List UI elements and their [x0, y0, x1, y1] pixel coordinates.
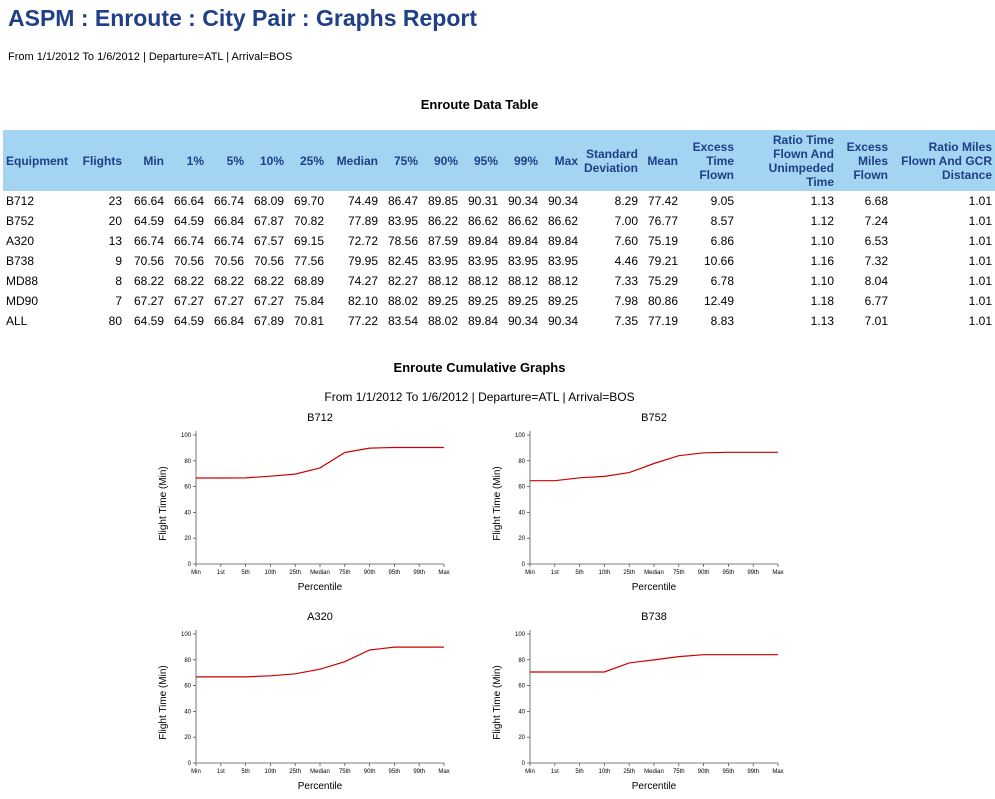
y-tick-label: 40 [518, 510, 525, 517]
x-tick-label: 95th [388, 769, 401, 775]
series-line [530, 452, 778, 480]
x-tick-label: 25th [623, 769, 636, 775]
data-table-title: Enroute Data Table [420, 97, 539, 112]
column-header: Standard Deviation [581, 130, 641, 191]
table-cell: 68.89 [293, 274, 324, 288]
table-cell: 66.64 [173, 194, 204, 208]
enroute-data-table [3, 130, 995, 331]
table-cell: 87.59 [427, 234, 458, 248]
table-cell: 66.84 [213, 314, 244, 328]
table-cell: 6.53 [864, 234, 888, 248]
table-cell: 68.22 [173, 274, 204, 288]
x-tick-label: Median [644, 769, 664, 775]
table-cell: 12.49 [703, 294, 734, 308]
table-cell: 89.84 [507, 234, 538, 248]
column-header: 5% [207, 130, 247, 191]
x-tick-label: 25th [289, 570, 302, 576]
column-header: 95% [461, 130, 501, 191]
table-cell: 79.95 [347, 254, 378, 268]
table-cell: 83.95 [467, 254, 498, 268]
y-tick-label: 0 [521, 761, 525, 767]
table-cell: 88.12 [547, 274, 578, 288]
table-cell: 82.45 [387, 254, 418, 268]
column-header: 25% [287, 130, 327, 191]
table-cell: 10.66 [703, 254, 734, 268]
table-cell: 88.02 [387, 294, 418, 308]
table-cell: 13 [108, 234, 122, 248]
table-cell: 83.95 [427, 254, 458, 268]
y-tick-label: 100 [514, 632, 525, 638]
x-axis-label: Percentile [631, 781, 677, 792]
table-cell: 68.09 [253, 194, 284, 208]
table-cell: 82.27 [387, 274, 418, 288]
x-tick-label: Median [310, 769, 330, 775]
table-cell: 90.34 [547, 314, 578, 328]
x-tick-label: 95th [388, 570, 401, 576]
table-cell: 66.64 [133, 194, 164, 208]
table-cell: 70.56 [253, 254, 284, 268]
x-axis-label: Percentile [297, 781, 343, 792]
table-cell: 77.89 [347, 214, 378, 228]
y-axis-label: Flight Time (Min) [492, 665, 503, 740]
graph-title: A320 [307, 611, 333, 623]
table-cell: 88.02 [427, 314, 458, 328]
y-axis-label: Flight Time (Min) [492, 466, 503, 541]
x-tick-label: 5th [241, 570, 250, 576]
table-cell: 64.59 [133, 314, 164, 328]
graph-title: B738 [641, 611, 667, 623]
table-cell: 1.10 [810, 234, 834, 248]
x-tick-label: 10th [264, 570, 277, 576]
table-cell: 6.78 [710, 274, 734, 288]
x-tick-label: Min [525, 570, 535, 576]
table-cell: 1.10 [810, 274, 834, 288]
table-cell: 66.74 [213, 234, 244, 248]
table-cell: 75.19 [647, 234, 678, 248]
column-header: Median [327, 130, 381, 191]
table-cell: 89.25 [467, 294, 498, 308]
x-tick-label: 25th [289, 769, 302, 775]
equipment-cell: B752 [6, 214, 35, 228]
table-row [3, 231, 995, 251]
table-cell: 74.27 [347, 274, 378, 288]
table-cell: 67.27 [133, 294, 164, 308]
x-tick-label: 90th [697, 769, 710, 775]
table-cell: 68.22 [253, 274, 284, 288]
y-tick-label: 80 [184, 458, 191, 465]
table-cell: 7.01 [864, 314, 888, 328]
table-header-row [3, 130, 995, 191]
table-cell: 1.16 [810, 254, 834, 268]
x-tick-label: 99th [413, 769, 426, 775]
table-cell: 77.56 [293, 254, 324, 268]
table-cell: 1.01 [968, 214, 992, 228]
table-cell: 7.32 [864, 254, 888, 268]
x-tick-label: 1st [216, 570, 225, 576]
y-tick-label: 40 [518, 709, 525, 716]
table-cell: 68.22 [213, 274, 244, 288]
graph-title: B712 [307, 412, 333, 424]
x-tick-label: Max [772, 769, 784, 775]
table-cell: 67.87 [253, 214, 284, 228]
x-tick-label: 75th [338, 769, 351, 775]
y-tick-label: 60 [184, 484, 191, 491]
table-cell: 68.22 [133, 274, 164, 288]
table-row [3, 211, 995, 231]
graph-svg [148, 604, 458, 799]
table-cell: 7.35 [614, 314, 638, 328]
table-cell: 86.22 [427, 214, 458, 228]
y-tick-label: 0 [187, 562, 191, 568]
table-cell: 66.84 [213, 214, 244, 228]
table-cell: 6.77 [864, 294, 888, 308]
equipment-cell: MD88 [6, 274, 39, 288]
table-cell: 89.85 [427, 194, 458, 208]
table-cell: 66.74 [133, 234, 164, 248]
table-cell: 1.01 [968, 194, 992, 208]
y-tick-label: 60 [518, 683, 525, 690]
table-cell: 89.25 [427, 294, 458, 308]
table-cell: 1.12 [810, 214, 834, 228]
equipment-cell: ALL [6, 314, 28, 328]
table-cell: 90.34 [507, 194, 538, 208]
equipment-cell: B712 [6, 194, 35, 208]
table-cell: 89.84 [547, 234, 578, 248]
table-cell: 4.46 [614, 254, 638, 268]
table-cell: 66.74 [213, 194, 244, 208]
table-cell: 89.25 [507, 294, 538, 308]
x-tick-label: 75th [672, 570, 685, 576]
table-cell: 7.33 [614, 274, 638, 288]
table-cell: 1.18 [810, 294, 834, 308]
table-cell: 70.82 [293, 214, 324, 228]
table-cell: 74.49 [347, 194, 378, 208]
column-header: 75% [381, 130, 421, 191]
x-tick-label: Median [310, 570, 330, 576]
graph-title: B752 [641, 412, 667, 424]
table-cell: 90.31 [467, 194, 498, 208]
column-header: 10% [247, 130, 287, 191]
table-row [3, 191, 995, 211]
table-cell: 89.84 [467, 234, 498, 248]
table-cell: 1.01 [968, 314, 992, 328]
y-tick-label: 80 [184, 657, 191, 664]
table-cell: 70.56 [213, 254, 244, 268]
y-tick-label: 60 [184, 683, 191, 690]
table-cell: 75.84 [293, 294, 324, 308]
table-cell: 82.10 [347, 294, 378, 308]
equipment-cell: B738 [6, 254, 35, 268]
x-tick-label: Max [438, 570, 450, 576]
table-cell: 89.84 [467, 314, 498, 328]
x-tick-label: 1st [216, 769, 225, 775]
table-cell: 8.83 [710, 314, 734, 328]
column-header: Excess Miles Flown [837, 130, 891, 191]
table-cell: 1.01 [968, 294, 992, 308]
table-body [3, 191, 995, 331]
y-tick-label: 20 [184, 735, 191, 742]
table-cell: 23 [108, 194, 122, 208]
y-tick-label: 100 [514, 433, 525, 439]
y-tick-label: 80 [518, 657, 525, 664]
graphs-subtitle: From 1/1/2012 To 1/6/2012 | Departure=ATL | Arrival=BOS [324, 390, 635, 404]
series-line [530, 655, 778, 672]
table-cell: 64.59 [173, 214, 204, 228]
table-cell: 67.27 [213, 294, 244, 308]
table-row [3, 291, 995, 311]
y-tick-label: 40 [184, 510, 191, 517]
x-tick-label: 90th [697, 570, 710, 576]
table-cell: 20 [108, 214, 122, 228]
table-cell: 8.04 [864, 274, 888, 288]
table-cell: 90.34 [547, 194, 578, 208]
y-tick-label: 60 [518, 484, 525, 491]
table-cell: 6.86 [710, 234, 734, 248]
x-tick-label: 5th [241, 769, 250, 775]
table-cell: 83.95 [387, 214, 418, 228]
table-cell: 86.62 [547, 214, 578, 228]
column-header: Max [541, 130, 581, 191]
table-cell: 7 [115, 294, 122, 308]
x-tick-label: 75th [338, 570, 351, 576]
y-tick-label: 80 [518, 458, 525, 465]
table-cell: 64.59 [133, 214, 164, 228]
table-cell: 80.86 [647, 294, 678, 308]
table-cell: 83.54 [387, 314, 418, 328]
x-tick-label: 25th [623, 570, 636, 576]
table-cell: 8 [115, 274, 122, 288]
table-cell: 6.68 [864, 194, 888, 208]
table-row [3, 311, 995, 331]
x-tick-label: 99th [747, 570, 760, 576]
table-row [3, 251, 995, 271]
x-tick-label: Min [525, 769, 535, 775]
table-cell: 7.98 [614, 294, 638, 308]
table-cell: 90.34 [507, 314, 538, 328]
y-tick-label: 40 [184, 709, 191, 716]
series-line [196, 448, 444, 479]
equipment-cell: MD90 [6, 294, 39, 308]
graphs-title: Enroute Cumulative Graphs [393, 360, 566, 375]
column-header: Excess Time Flown [681, 130, 737, 191]
column-header: Ratio Time Flown And Unimpeded Time [737, 130, 837, 191]
x-tick-label: 1st [550, 570, 559, 576]
table-cell: 77.22 [347, 314, 378, 328]
column-header: Min [125, 130, 167, 191]
x-tick-label: 99th [747, 769, 760, 775]
column-header: 90% [421, 130, 461, 191]
table-cell: 64.59 [173, 314, 204, 328]
y-tick-label: 0 [187, 761, 191, 767]
table-cell: 78.56 [387, 234, 418, 248]
table-cell: 77.42 [647, 194, 678, 208]
x-tick-label: 5th [575, 769, 584, 775]
column-header: Flights [75, 130, 125, 191]
cumulative-graph-b712 [148, 405, 458, 600]
graph-svg [482, 604, 792, 799]
x-tick-label: 5th [575, 570, 584, 576]
table-cell: 89.25 [547, 294, 578, 308]
table-cell: 69.15 [293, 234, 324, 248]
table-cell: 69.70 [293, 194, 324, 208]
table-cell: 67.27 [253, 294, 284, 308]
column-header: 99% [501, 130, 541, 191]
x-tick-label: Min [191, 570, 201, 576]
series-line [196, 647, 444, 677]
y-tick-label: 0 [521, 562, 525, 568]
x-tick-label: 10th [598, 570, 611, 576]
table-cell: 86.47 [387, 194, 418, 208]
table-cell: 1.13 [810, 314, 834, 328]
table-cell: 88.12 [467, 274, 498, 288]
table-cell: 8.29 [614, 194, 638, 208]
graph-svg [482, 405, 792, 600]
table-cell: 1.13 [810, 194, 834, 208]
column-header: 1% [167, 130, 207, 191]
y-tick-label: 100 [180, 632, 191, 638]
table-cell: 7.00 [614, 214, 638, 228]
table-cell: 67.27 [173, 294, 204, 308]
cumulative-graph-b738 [482, 604, 792, 799]
table-cell: 7.24 [864, 214, 888, 228]
y-tick-label: 20 [518, 735, 525, 742]
table-cell: 70.81 [293, 314, 324, 328]
table-cell: 66.74 [173, 234, 204, 248]
table-cell: 1.01 [968, 234, 992, 248]
y-tick-label: 20 [184, 536, 191, 543]
x-tick-label: 95th [722, 769, 735, 775]
table-cell: 7.60 [614, 234, 638, 248]
table-cell: 83.95 [547, 254, 578, 268]
table-cell: 80 [108, 314, 122, 328]
table-row [3, 271, 995, 291]
table-cell: 1.01 [968, 254, 992, 268]
table-cell: 86.62 [507, 214, 538, 228]
table-cell: 67.57 [253, 234, 284, 248]
table-cell: 83.95 [507, 254, 538, 268]
table-cell: 1.01 [968, 274, 992, 288]
table-cell: 76.77 [647, 214, 678, 228]
table-cell: 88.12 [507, 274, 538, 288]
table-cell: 67.89 [253, 314, 284, 328]
x-tick-label: Median [644, 570, 664, 576]
x-tick-label: Max [438, 769, 450, 775]
x-axis-label: Percentile [631, 582, 677, 593]
cumulative-graph-a320 [148, 604, 458, 799]
x-tick-label: 1st [550, 769, 559, 775]
y-tick-label: 20 [518, 536, 525, 543]
page-title: ASPM : Enroute : City Pair : Graphs Report [8, 5, 477, 31]
table-cell: 79.21 [647, 254, 678, 268]
x-axis-label: Percentile [297, 582, 343, 593]
table-cell: 70.56 [133, 254, 164, 268]
table-cell: 70.56 [173, 254, 204, 268]
y-axis-label: Flight Time (Min) [158, 466, 169, 541]
x-tick-label: Min [191, 769, 201, 775]
y-tick-label: 100 [180, 433, 191, 439]
table-cell: 77.19 [647, 314, 678, 328]
column-header: Equipment [3, 130, 75, 191]
table-cell: 86.62 [467, 214, 498, 228]
x-tick-label: 75th [672, 769, 685, 775]
cumulative-graph-b752 [482, 405, 792, 600]
x-tick-label: 99th [413, 570, 426, 576]
x-tick-label: 95th [722, 570, 735, 576]
table-cell: 72.72 [347, 234, 378, 248]
table-cell: 8.57 [710, 214, 734, 228]
column-header: Ratio Miles Flown And GCR Distance [891, 130, 995, 191]
column-header: Mean [641, 130, 681, 191]
x-tick-label: 10th [264, 769, 277, 775]
report-filter-subtitle: From 1/1/2012 To 1/6/2012 | Departure=ATL | Arrival=BOS [8, 51, 293, 63]
table-cell: 9 [115, 254, 122, 268]
table-cell: 75.29 [647, 274, 678, 288]
x-tick-label: 90th [363, 570, 376, 576]
equipment-cell: A320 [6, 234, 35, 248]
x-tick-label: Max [772, 570, 784, 576]
y-axis-label: Flight Time (Min) [158, 665, 169, 740]
table-cell: 88.12 [427, 274, 458, 288]
table-cell: 9.05 [710, 194, 734, 208]
graph-svg [148, 405, 458, 600]
x-tick-label: 90th [363, 769, 376, 775]
x-tick-label: 10th [598, 769, 611, 775]
